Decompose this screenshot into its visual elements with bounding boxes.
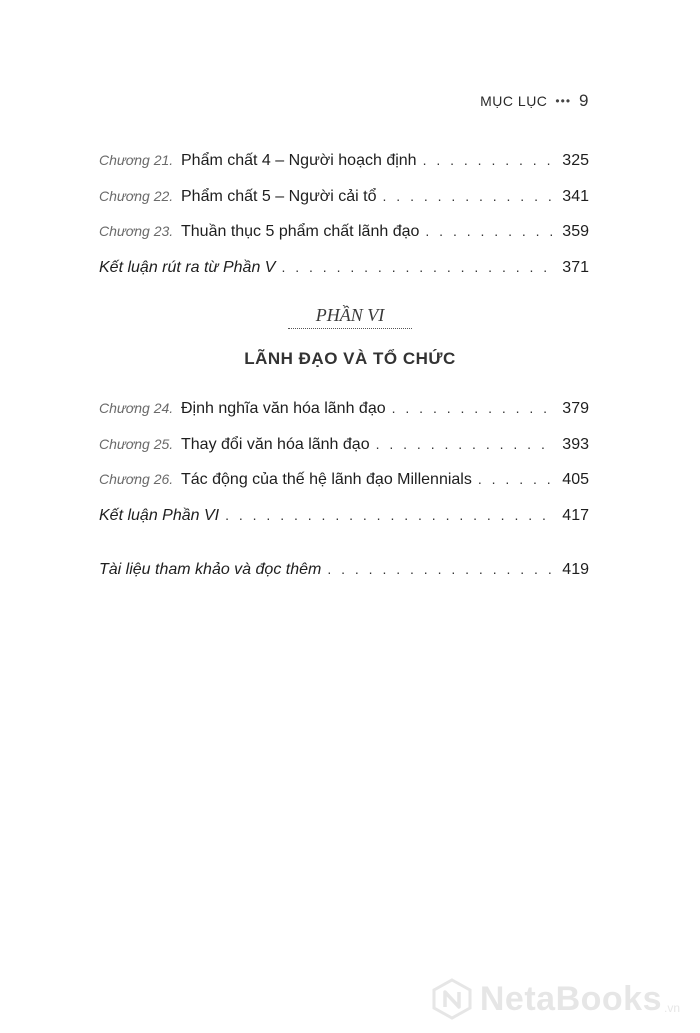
watermark [430,977,680,1021]
dot-leader [281,250,556,286]
part-vi-heading [0,305,700,369]
part-divider [288,328,412,329]
conclusion-page: 371 [562,258,589,276]
part-title: PHẦN VI [315,305,385,325]
conclusion-title: Kết luận rút ra từ Phần V [99,258,276,276]
chapter-page: 405 [562,471,589,488]
chapter-label: Chương 23. [99,223,174,239]
dot-leader [327,552,556,588]
dot-leader [425,214,556,250]
chapter-title: Định nghĩa văn hóa lãnh đạo [181,400,386,417]
toc-row-conclusion-part-vi[interactable] [99,498,589,534]
dot-leader [383,179,557,215]
dot-leader [376,427,557,463]
running-head-label: MỤC LỤC [480,93,548,109]
chapter-page: 325 [562,152,589,169]
references-page: 419 [562,561,589,578]
running-head-dots: ••• [555,94,572,108]
toc-row-chapter-24[interactable] [99,391,589,427]
toc-row-chapter-25[interactable] [99,427,589,463]
chapter-label: Chương 21. [99,152,174,168]
chapter-page: 393 [562,435,589,453]
chapter-title: Phẩm chất 5 – Người cải tổ [181,187,377,205]
watermark-brand: NetaBooks [479,979,662,1018]
chapter-page: 379 [562,400,589,417]
watermark-suffix: .vn [663,1001,680,1015]
page-number: 9 [579,91,589,110]
chapter-label: Chương 24. [99,400,174,416]
conclusion-title: Kết luận Phần VI [99,506,220,524]
chapter-label: Chương 26. [99,471,174,487]
part-subtitle: LÃNH ĐẠO VÀ TỔ CHỨC [244,349,456,368]
dot-leader [225,498,556,534]
toc-part-v [99,143,589,285]
toc-row-chapter-22[interactable] [99,179,589,215]
toc-row-references[interactable] [99,552,589,588]
netabooks-logo-icon [430,977,474,1021]
conclusion-page: 417 [562,506,589,524]
chapter-label: Chương 22. [99,187,174,204]
section-gap [99,533,589,552]
toc-part-vi [99,391,589,588]
chapter-title: Thuần thục 5 phẩm chất lãnh đạo [181,223,420,240]
toc-row-conclusion-part-v[interactable] [99,250,589,286]
chapter-page: 359 [562,223,589,240]
toc-row-chapter-26[interactable] [99,462,589,498]
dot-leader [478,462,556,498]
chapter-page: 341 [562,187,589,205]
chapter-label: Chương 25. [99,435,174,452]
toc-row-chapter-21[interactable] [99,143,589,179]
references-title: Tài liệu tham khảo và đọc thêm [99,561,322,578]
dot-leader [392,391,557,427]
dot-leader [423,143,557,179]
chapter-title: Tác động của thế hệ lãnh đạo Millennials [181,471,472,488]
toc-row-chapter-23[interactable] [99,214,589,250]
chapter-title: Thay đổi văn hóa lãnh đạo [181,435,370,453]
chapter-title: Phẩm chất 4 – Người hoạch định [181,152,417,169]
running-head [480,91,589,111]
